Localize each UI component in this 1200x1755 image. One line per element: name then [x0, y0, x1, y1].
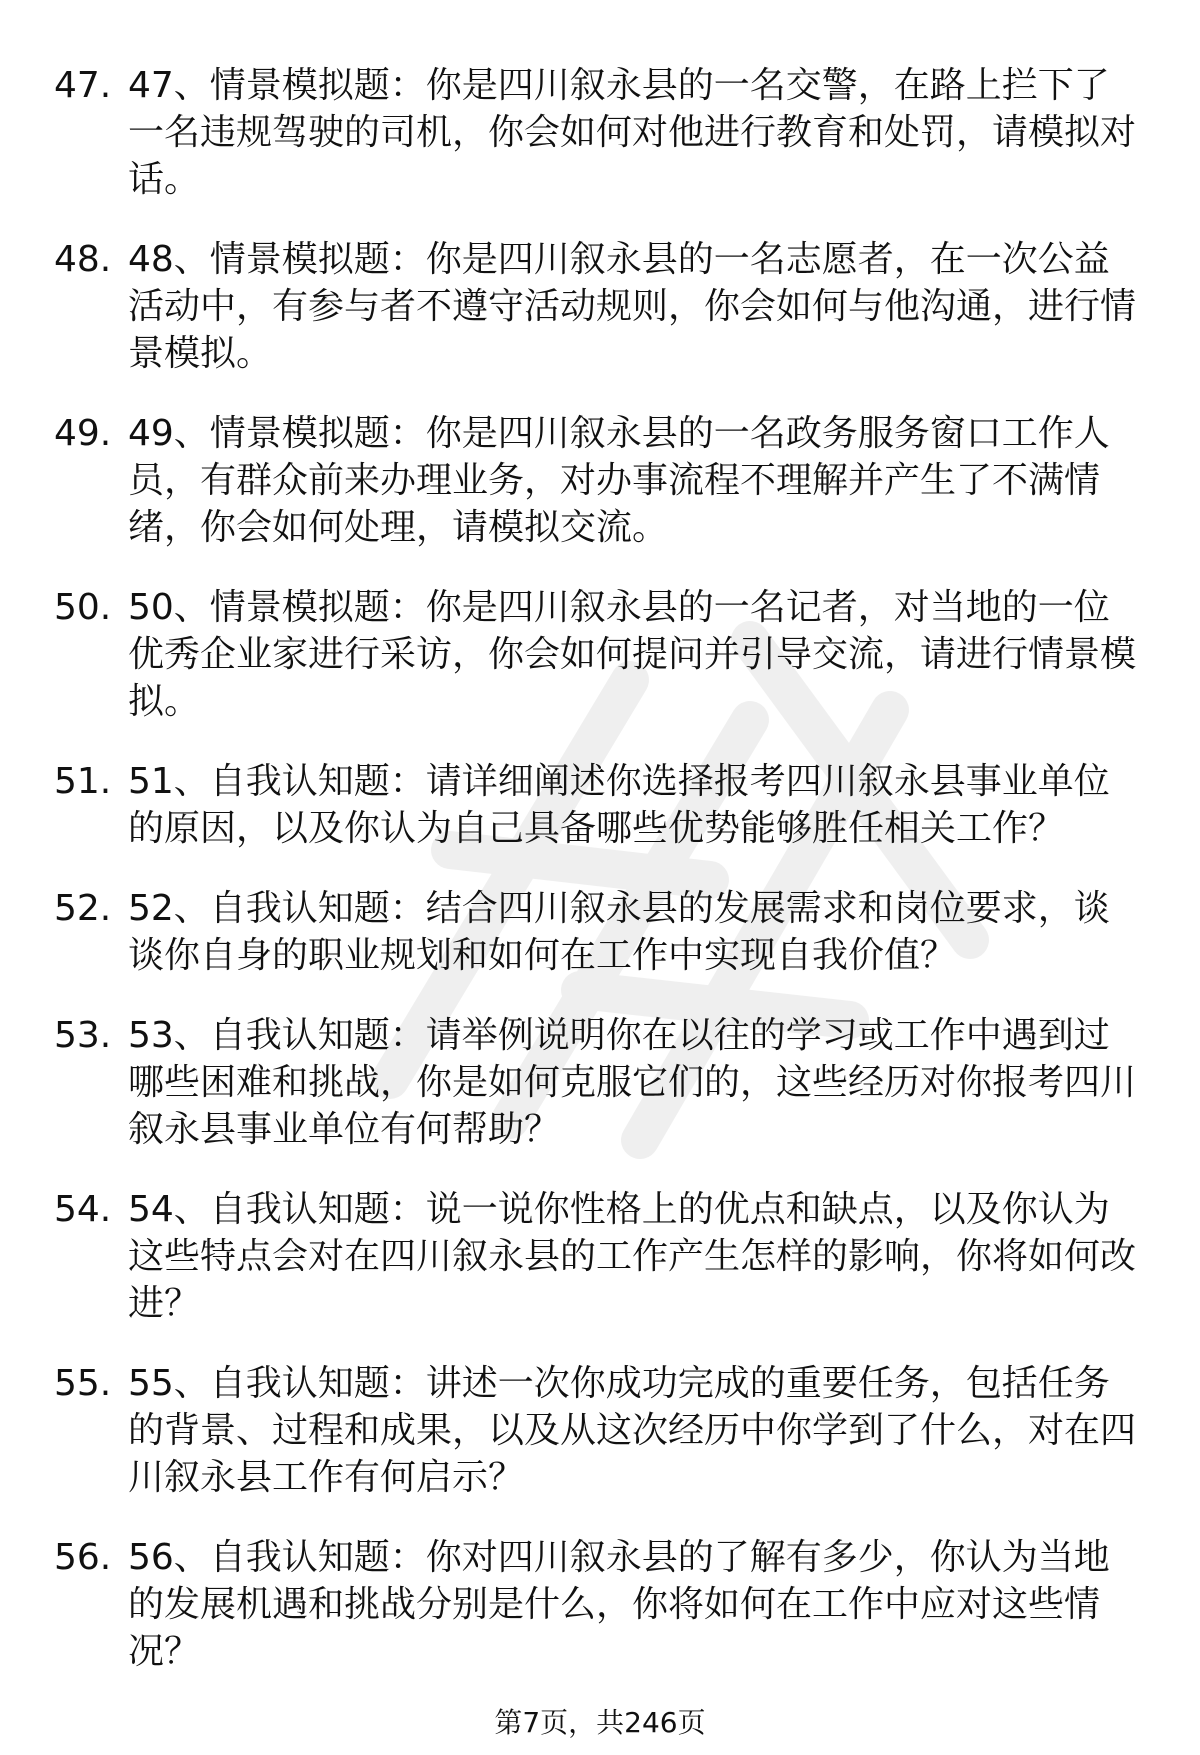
question-text: 53、自我认知题：请举例说明你在以往的学习或工作中遇到过哪些困难和挑战，你是如何克服它们的，这些经历对你报考四川叙永县事业单位有何帮助？: [128, 1015, 1137, 1150]
question-item: [0, 885, 1200, 979]
question-list: [0, 62, 1200, 1708]
question-item: [0, 1360, 1200, 1501]
question-item: [0, 62, 1200, 203]
question-number: 53.: [54, 1015, 112, 1056]
page-footer: 第7页，共246页: [494, 1706, 706, 1739]
question-item: [0, 584, 1200, 725]
question-text: 48、情景模拟题：你是四川叙永县的一名志愿者，在一次公益活动中，有参与者不遵守活动规则，你会如何与他沟通，进行情景模拟。: [128, 239, 1137, 374]
question-item: [0, 758, 1200, 852]
question-number: 55.: [54, 1363, 112, 1404]
question-number: 47.: [54, 65, 112, 106]
question-text: 55、自我认知题：讲述一次你成功完成的重要任务，包括任务的背景、过程和成果，以及从这次经历中你学到了什么，对在四川叙永县工作有何启示？: [128, 1363, 1137, 1498]
question-number: 56.: [54, 1537, 112, 1578]
question-text: 56、自我认知题：你对四川叙永县的了解有多少，你认为当地的发展机遇和挑战分别是什么，你将如何在工作中应对这些情况？: [128, 1537, 1110, 1672]
question-number: 49.: [54, 413, 112, 454]
question-number: 54.: [54, 1189, 112, 1230]
question-text: 52、自我认知题：结合四川叙永县的发展需求和岗位要求，谈谈你自身的职业规划和如何在工作中实现自我价值？: [128, 888, 1110, 976]
question-text: 51、自我认知题：请详细阐述你选择报考四川叙永县事业单位的原因，以及你认为自己具备哪些优势能够胜任相关工作？: [128, 761, 1110, 849]
question-number: 50.: [54, 587, 112, 628]
question-text: 47、情景模拟题：你是四川叙永县的一名交警，在路上拦下了一名违规驾驶的司机，你会如何对他进行教育和处罚，请模拟对话。: [128, 65, 1137, 200]
question-text: 50、情景模拟题：你是四川叙永县的一名记者，对当地的一位优秀企业家进行采访，你会如何提问并引导交流，请进行情景模拟。: [128, 587, 1137, 722]
question-item: [0, 1534, 1200, 1675]
question-text: 49、情景模拟题：你是四川叙永县的一名政务服务窗口工作人员，有群众前来办理业务，对办事流程不理解并产生了不满情绪，你会如何处理，请模拟交流。: [128, 413, 1110, 548]
question-item: [0, 410, 1200, 551]
question-text: 54、自我认知题：说一说你性格上的优点和缺点，以及你认为这些特点会对在四川叙永县的工作产生怎样的影响，你将如何改进？: [128, 1189, 1137, 1324]
question-number: 48.: [54, 239, 112, 280]
question-number: 51.: [54, 761, 112, 802]
question-number: 52.: [54, 888, 112, 929]
question-item: [0, 236, 1200, 377]
question-item: [0, 1012, 1200, 1153]
question-item: [0, 1186, 1200, 1327]
